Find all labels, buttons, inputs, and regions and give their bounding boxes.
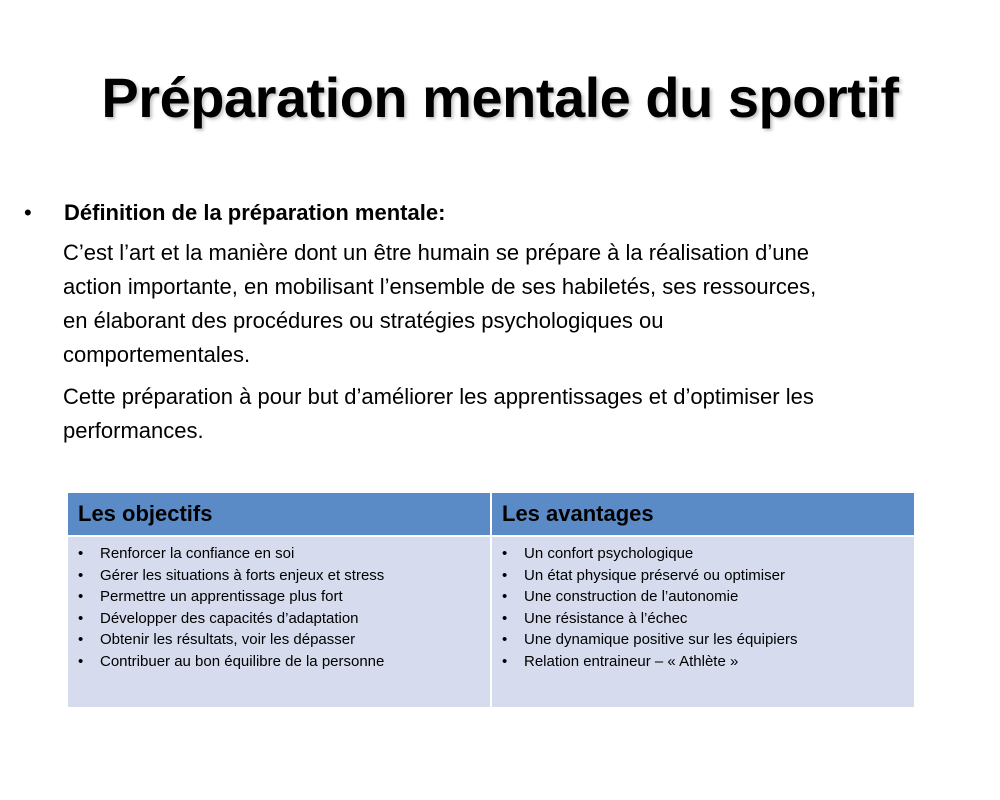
list-item: • Renforcer la confiance en soi xyxy=(78,543,482,565)
definition-heading-row xyxy=(24,196,974,230)
list-item: • Une dynamique positive sur les équipiers xyxy=(502,629,906,651)
list-item: • Contribuer au bon équilibre de la personne xyxy=(78,651,482,673)
header-avantages: Les avantages xyxy=(491,492,915,536)
table-header-row xyxy=(67,492,915,536)
bullet-dot-icon: • xyxy=(24,200,32,225)
list-item: • Développer des capacités d’adaptation xyxy=(78,608,482,630)
list-item: • Une résistance à l’échec xyxy=(502,608,906,630)
list-item: • Une construction de l’autonomie xyxy=(502,586,906,608)
objectives-advantages-table xyxy=(66,491,916,709)
list-item: • Un état physique préservé ou optimiser xyxy=(502,565,906,587)
table-row xyxy=(67,536,915,708)
avantages-cell xyxy=(491,536,915,708)
objectifs-list xyxy=(78,543,482,673)
header-objectifs: Les objectifs xyxy=(67,492,491,536)
list-item: • Relation entraineur – « Athlète » xyxy=(502,651,906,673)
objectifs-cell xyxy=(67,536,491,708)
list-item: • Obtenir les résultats, voir les dépasser xyxy=(78,629,482,651)
definition-heading: Définition de la préparation mentale: xyxy=(64,200,446,225)
slide-title: Préparation mentale du sportif xyxy=(101,66,899,129)
definition-paragraph-1: C’est l’art et la manière dont un être humain se prépare à la réalisation d’une action importante, en mobilisant l’ensemble de ses habiletés, ses ressources, en élaborant des procédures ou stratégies psychologiques ou comportementales. xyxy=(63,240,817,367)
list-item: • Gérer les situations à forts enjeux et stress xyxy=(78,565,482,587)
definition-bullet xyxy=(24,196,974,230)
list-item: • Un confort psychologique xyxy=(502,543,906,565)
avantages-list xyxy=(502,543,906,673)
definition-paragraph-2: Cette préparation à pour but d’améliorer les apprentissages et d’optimiser les performances. xyxy=(63,384,814,443)
list-item: • Permettre un apprentissage plus fort xyxy=(78,586,482,608)
